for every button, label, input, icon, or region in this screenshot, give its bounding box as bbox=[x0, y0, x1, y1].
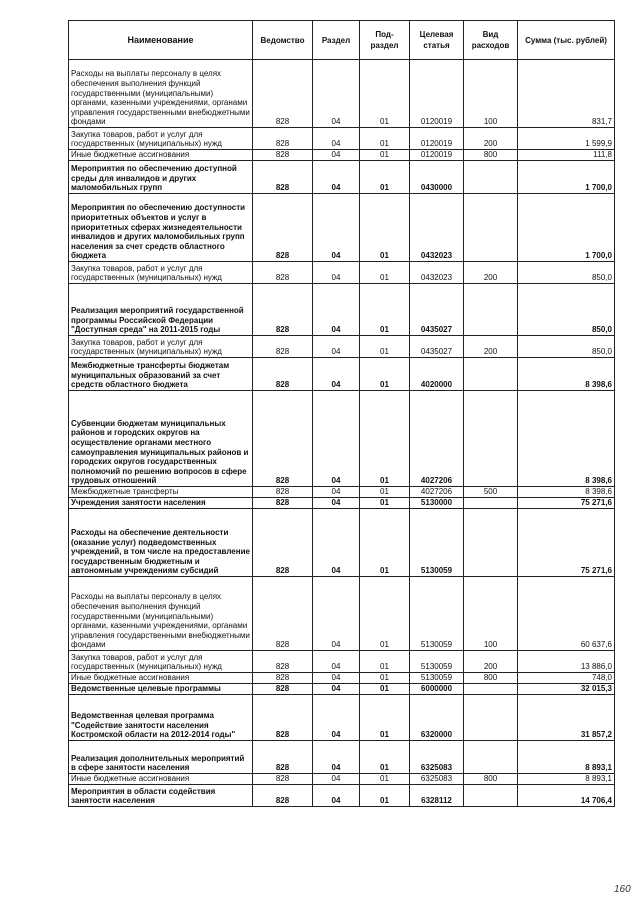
cell-target: 5130059 bbox=[410, 509, 464, 577]
cell-subsection: 01 bbox=[360, 391, 410, 487]
cell-name: Расходы на обеспечение деятельности (оказание услуг) подведомственных учреждений, в том числе на предоставление государственным бюджетным и автономным учреждениям субсидий bbox=[69, 509, 253, 577]
cell-dept: 828 bbox=[253, 262, 313, 284]
cell-name: Ведомственные целевые программы bbox=[69, 684, 253, 695]
cell-sum: 8 893,1 bbox=[518, 741, 615, 774]
table-row bbox=[69, 577, 615, 651]
cell-section: 04 bbox=[313, 161, 360, 194]
cell-sum: 8 398,6 bbox=[518, 358, 615, 391]
cell-section: 04 bbox=[313, 695, 360, 741]
cell-target: 4027206 bbox=[410, 487, 464, 498]
cell-subsection: 01 bbox=[360, 336, 410, 358]
table-row bbox=[69, 150, 615, 161]
table-row bbox=[69, 509, 615, 577]
cell-exp-type bbox=[464, 498, 518, 509]
cell-exp-type: 200 bbox=[464, 128, 518, 150]
cell-dept: 828 bbox=[253, 391, 313, 487]
cell-name: Закупка товаров, работ и услуг для государственных (муниципальных) нужд bbox=[69, 651, 253, 673]
table-row bbox=[69, 358, 615, 391]
table-row bbox=[69, 194, 615, 262]
cell-dept: 828 bbox=[253, 336, 313, 358]
cell-exp-type bbox=[464, 391, 518, 487]
cell-dept: 828 bbox=[253, 673, 313, 684]
cell-sum: 60 637,6 bbox=[518, 577, 615, 651]
cell-subsection: 01 bbox=[360, 262, 410, 284]
cell-dept: 828 bbox=[253, 161, 313, 194]
cell-target: 5130059 bbox=[410, 673, 464, 684]
cell-dept: 828 bbox=[253, 150, 313, 161]
cell-target: 5130059 bbox=[410, 651, 464, 673]
table-row bbox=[69, 391, 615, 487]
header-name: Наименование bbox=[69, 21, 253, 60]
table-row bbox=[69, 774, 615, 785]
cell-exp-type bbox=[464, 741, 518, 774]
table-row bbox=[69, 785, 615, 807]
table-row bbox=[69, 128, 615, 150]
cell-dept: 828 bbox=[253, 774, 313, 785]
cell-sum: 13 886,0 bbox=[518, 651, 615, 673]
cell-target: 6000000 bbox=[410, 684, 464, 695]
cell-name: Субвенции бюджетам муниципальных районов и городских округов на осуществление органами местного самоуправления муниципальных районов и городских округов государственных полномочий по решению вопросов в сфере трудовых отношений bbox=[69, 391, 253, 487]
cell-name: Расходы на выплаты персоналу в целях обеспечения выполнения функций государственными (муниципальными) органами, казенными учреждениями, органами управления государственными внебюджетными фондами bbox=[69, 60, 253, 128]
cell-subsection: 01 bbox=[360, 785, 410, 807]
cell-subsection: 01 bbox=[360, 695, 410, 741]
cell-section: 04 bbox=[313, 391, 360, 487]
cell-name: Реализация мероприятий государственной программы Российской Федерации "Доступная среда" на 2011-2015 годы bbox=[69, 284, 253, 336]
cell-sum: 111,8 bbox=[518, 150, 615, 161]
cell-name: Иные бюджетные ассигнования bbox=[69, 774, 253, 785]
cell-subsection: 01 bbox=[360, 673, 410, 684]
header-exp-type: Вид расходов bbox=[464, 21, 518, 60]
cell-section: 04 bbox=[313, 60, 360, 128]
cell-sum: 8 398,6 bbox=[518, 391, 615, 487]
budget-table bbox=[68, 20, 615, 807]
cell-exp-type: 200 bbox=[464, 262, 518, 284]
cell-subsection: 01 bbox=[360, 577, 410, 651]
cell-subsection: 01 bbox=[360, 150, 410, 161]
cell-dept: 828 bbox=[253, 487, 313, 498]
cell-dept: 828 bbox=[253, 741, 313, 774]
cell-section: 04 bbox=[313, 150, 360, 161]
cell-sum: 75 271,6 bbox=[518, 498, 615, 509]
table-row bbox=[69, 684, 615, 695]
cell-target: 4020000 bbox=[410, 358, 464, 391]
table-row bbox=[69, 487, 615, 498]
cell-subsection: 01 bbox=[360, 684, 410, 695]
cell-sum: 850,0 bbox=[518, 262, 615, 284]
cell-section: 04 bbox=[313, 785, 360, 807]
cell-subsection: 01 bbox=[360, 509, 410, 577]
cell-dept: 828 bbox=[253, 498, 313, 509]
cell-section: 04 bbox=[313, 684, 360, 695]
cell-sum: 14 706,4 bbox=[518, 785, 615, 807]
cell-section: 04 bbox=[313, 673, 360, 684]
cell-dept: 828 bbox=[253, 684, 313, 695]
cell-target: 0435027 bbox=[410, 336, 464, 358]
page-number: 160 bbox=[614, 884, 631, 895]
cell-subsection: 01 bbox=[360, 128, 410, 150]
cell-name: Мероприятия по обеспечению доступности приоритетных объектов и услуг в приоритетных сферах жизнедеятельности инвалидов и других маломобильных групп населения за счет средств областного бюджета bbox=[69, 194, 253, 262]
cell-name: Иные бюджетные ассигнования bbox=[69, 673, 253, 684]
cell-exp-type: 200 bbox=[464, 336, 518, 358]
table-header-row bbox=[69, 21, 615, 60]
cell-subsection: 01 bbox=[360, 498, 410, 509]
cell-section: 04 bbox=[313, 128, 360, 150]
cell-section: 04 bbox=[313, 509, 360, 577]
cell-section: 04 bbox=[313, 194, 360, 262]
cell-subsection: 01 bbox=[360, 194, 410, 262]
cell-sum: 850,0 bbox=[518, 336, 615, 358]
cell-sum: 31 857,2 bbox=[518, 695, 615, 741]
cell-name: Иные бюджетные ассигнования bbox=[69, 150, 253, 161]
cell-name: Межбюджетные трансферты бюджетам муниципальных образований за счет средств областного бюджета bbox=[69, 358, 253, 391]
cell-dept: 828 bbox=[253, 695, 313, 741]
table-row bbox=[69, 336, 615, 358]
header-dept: Ведомство bbox=[253, 21, 313, 60]
cell-section: 04 bbox=[313, 651, 360, 673]
table-body bbox=[69, 60, 615, 807]
cell-name: Мероприятия по обеспечению доступной среды для инвалидов и других маломобильных групп bbox=[69, 161, 253, 194]
cell-sum: 1 599,9 bbox=[518, 128, 615, 150]
cell-target: 0120019 bbox=[410, 128, 464, 150]
cell-dept: 828 bbox=[253, 284, 313, 336]
table-row bbox=[69, 60, 615, 128]
cell-dept: 828 bbox=[253, 651, 313, 673]
cell-target: 4027206 bbox=[410, 391, 464, 487]
cell-section: 04 bbox=[313, 262, 360, 284]
cell-target: 0432023 bbox=[410, 194, 464, 262]
cell-target: 0430000 bbox=[410, 161, 464, 194]
cell-exp-type bbox=[464, 684, 518, 695]
cell-sum: 850,0 bbox=[518, 284, 615, 336]
cell-dept: 828 bbox=[253, 785, 313, 807]
table-row bbox=[69, 262, 615, 284]
cell-subsection: 01 bbox=[360, 741, 410, 774]
cell-subsection: 01 bbox=[360, 284, 410, 336]
cell-name: Расходы на выплаты персоналу в целях обеспечения выполнения функций государственными (муниципальными) органами, казенными учреждениями, органами управления государственными внебюджетными фондами bbox=[69, 577, 253, 651]
cell-name: Закупка товаров, работ и услуг для государственных (муниципальных) нужд bbox=[69, 128, 253, 150]
table-row bbox=[69, 741, 615, 774]
cell-exp-type bbox=[464, 161, 518, 194]
cell-dept: 828 bbox=[253, 194, 313, 262]
cell-sum: 1 700,0 bbox=[518, 161, 615, 194]
cell-exp-type: 200 bbox=[464, 651, 518, 673]
cell-subsection: 01 bbox=[360, 60, 410, 128]
cell-target: 0120019 bbox=[410, 60, 464, 128]
cell-name: Ведомственная целевая программа "Содействие занятости населения Костромской области на 2012-2014 годы" bbox=[69, 695, 253, 741]
cell-subsection: 01 bbox=[360, 651, 410, 673]
cell-exp-type bbox=[464, 358, 518, 391]
table-row bbox=[69, 498, 615, 509]
cell-sum: 8 893,1 bbox=[518, 774, 615, 785]
header-sum: Сумма (тыс. рублей) bbox=[518, 21, 615, 60]
cell-exp-type bbox=[464, 785, 518, 807]
cell-name: Закупка товаров, работ и услуг для государственных (муниципальных) нужд bbox=[69, 336, 253, 358]
cell-section: 04 bbox=[313, 774, 360, 785]
cell-target: 5130059 bbox=[410, 577, 464, 651]
cell-name: Учреждения занятости населения bbox=[69, 498, 253, 509]
cell-section: 04 bbox=[313, 284, 360, 336]
cell-sum: 748,0 bbox=[518, 673, 615, 684]
cell-exp-type bbox=[464, 284, 518, 336]
cell-dept: 828 bbox=[253, 577, 313, 651]
cell-exp-type bbox=[464, 194, 518, 262]
header-target: Целевая статья bbox=[410, 21, 464, 60]
cell-dept: 828 bbox=[253, 358, 313, 391]
cell-dept: 828 bbox=[253, 509, 313, 577]
table-row bbox=[69, 651, 615, 673]
cell-target: 5130000 bbox=[410, 498, 464, 509]
cell-name: Реализация дополнительных мероприятий в сфере занятости населения bbox=[69, 741, 253, 774]
cell-dept: 828 bbox=[253, 128, 313, 150]
cell-sum: 1 700,0 bbox=[518, 194, 615, 262]
cell-exp-type: 100 bbox=[464, 60, 518, 128]
cell-section: 04 bbox=[313, 577, 360, 651]
cell-dept: 828 bbox=[253, 60, 313, 128]
cell-sum: 32 015,3 bbox=[518, 684, 615, 695]
cell-sum: 831,7 bbox=[518, 60, 615, 128]
cell-name: Закупка товаров, работ и услуг для государственных (муниципальных) нужд bbox=[69, 262, 253, 284]
cell-exp-type: 800 bbox=[464, 673, 518, 684]
cell-target: 6320000 bbox=[410, 695, 464, 741]
cell-sum: 75 271,6 bbox=[518, 509, 615, 577]
table-row bbox=[69, 673, 615, 684]
cell-section: 04 bbox=[313, 336, 360, 358]
cell-section: 04 bbox=[313, 498, 360, 509]
cell-subsection: 01 bbox=[360, 358, 410, 391]
cell-subsection: 01 bbox=[360, 161, 410, 194]
table-row bbox=[69, 161, 615, 194]
cell-exp-type bbox=[464, 695, 518, 741]
cell-exp-type: 500 bbox=[464, 487, 518, 498]
header-section: Раздел bbox=[313, 21, 360, 60]
cell-section: 04 bbox=[313, 487, 360, 498]
header-subsection: Под-раздел bbox=[360, 21, 410, 60]
cell-sum: 8 398,6 bbox=[518, 487, 615, 498]
table-row bbox=[69, 284, 615, 336]
cell-exp-type: 800 bbox=[464, 150, 518, 161]
cell-exp-type: 800 bbox=[464, 774, 518, 785]
cell-target: 6325083 bbox=[410, 741, 464, 774]
cell-section: 04 bbox=[313, 741, 360, 774]
cell-exp-type bbox=[464, 509, 518, 577]
cell-name: Межбюджетные трансферты bbox=[69, 487, 253, 498]
cell-section: 04 bbox=[313, 358, 360, 391]
cell-target: 6325083 bbox=[410, 774, 464, 785]
cell-name: Мероприятия в области содействия занятости населения bbox=[69, 785, 253, 807]
cell-target: 6328112 bbox=[410, 785, 464, 807]
cell-target: 0432023 bbox=[410, 262, 464, 284]
table-row bbox=[69, 695, 615, 741]
cell-target: 0435027 bbox=[410, 284, 464, 336]
cell-subsection: 01 bbox=[360, 487, 410, 498]
cell-exp-type: 100 bbox=[464, 577, 518, 651]
cell-target: 0120019 bbox=[410, 150, 464, 161]
cell-subsection: 01 bbox=[360, 774, 410, 785]
